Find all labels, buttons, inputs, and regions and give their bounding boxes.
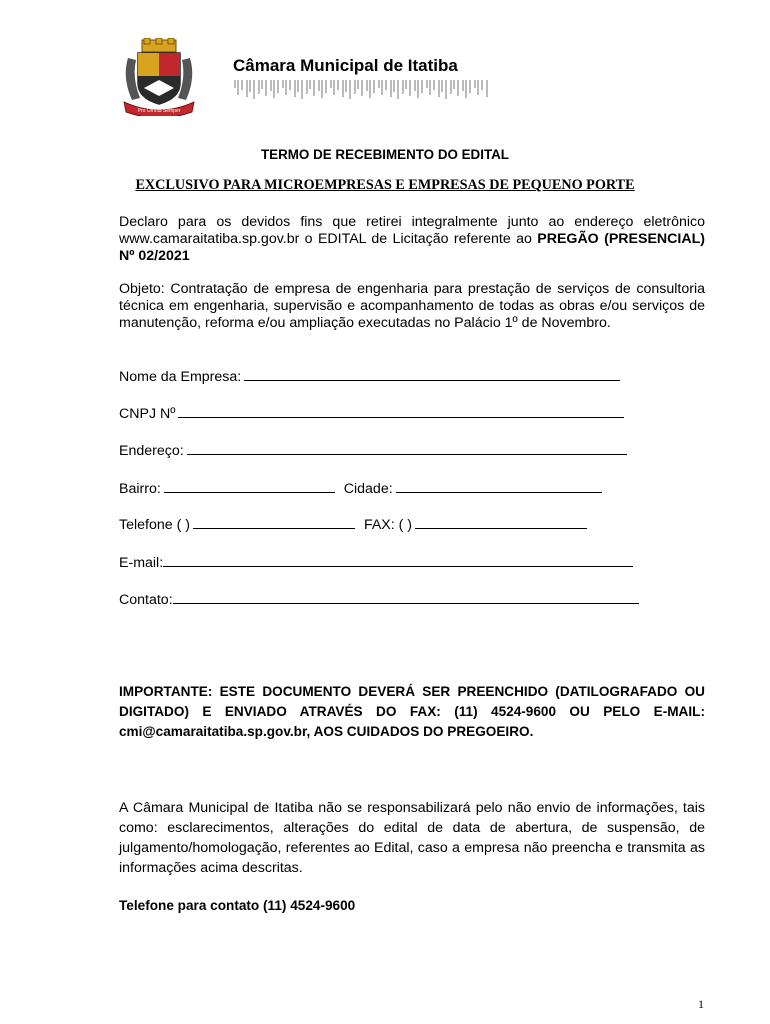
field-nome-empresa: [119, 366, 620, 384]
bairro-input-line[interactable]: [164, 478, 335, 493]
field-cnpj: [119, 403, 624, 421]
field-endereco: [119, 440, 627, 458]
field-label: Cidade:: [343, 481, 393, 497]
declaration-text: Declaro para os devidos fins que retirei integralmente junto ao endereço eletrônico www.camaraitatiba.sp.gov.br o EDITAL de Licitação referente ao: [119, 214, 705, 247]
field-label: Telefone ( ): [119, 517, 190, 533]
telefone-input-line[interactable]: [193, 514, 355, 529]
objeto-paragraph: Objeto: Contratação de empresa de engenharia para prestação de serviços de consultoria técnica em engenharia, supervisão e acompanhamento de todas as obras e/ou serviços de manutenção, reforma e/ou ampliação executadas no Palácio 1º de Novembro.: [119, 281, 705, 331]
field-telefone-fax: [119, 514, 587, 532]
crest-banner-text: Pro Omnia Semper: [137, 108, 181, 114]
endereco-input-line[interactable]: [187, 440, 627, 455]
cnpj-input-line[interactable]: [178, 403, 624, 418]
field-label: Contato:: [119, 592, 173, 608]
field-label: E-mail:: [119, 555, 164, 571]
important-notice: IMPORTANTE: ESTE DOCUMENTO DEVERÁ SER PREENCHIDO (DATILOGRAFADO OU DIGITADO) E ENVIADO ATRAVÉS DO FAX: (11) 4524-9600 OU PELO E-MAIL: cmi@camaraitatiba.sp.gov.br, AOS CUIDADOS DO PREGOEIRO.: [119, 684, 705, 739]
field-contato: [119, 589, 639, 607]
field-label: FAX: ( ): [363, 517, 413, 533]
declaration-bold: PREGÃO (PRESENCIAL) Nº 02/2021: [119, 231, 705, 264]
field-label: Bairro:: [119, 481, 161, 497]
field-bairro-cidade: [119, 478, 602, 496]
institution-title: Câmara Municipal de Itatiba: [233, 56, 458, 75]
field-label: Endereço:: [119, 443, 184, 459]
disclaimer-paragraph: A Câmara Municipal de Itatiba não se responsabilizará pelo não envio de informações, tais como: esclarecimentos, alterações do edital de data de abertura, de suspensão, de julgamento/homologação, referentes ao Edital, caso a empresa não preencha e transmita as informações acima descritas.: [119, 800, 705, 876]
document-title: TERMO DE RECEBIMENTO DO EDITAL: [261, 147, 509, 162]
email-input-line[interactable]: [163, 552, 633, 567]
page-number: 1: [698, 997, 704, 1011]
contact-phone: Telefone para contato (11) 4524-9600: [119, 898, 356, 913]
contato-input-line[interactable]: [173, 589, 639, 604]
cidade-input-line[interactable]: [396, 478, 602, 493]
fax-input-line[interactable]: [415, 514, 587, 529]
document-subtitle: EXCLUSIVO PARA MICROEMPRESAS E EMPRESAS DE PEQUENO PORTE: [135, 177, 635, 193]
municipal-crest-logo: [120, 38, 198, 116]
header-decorative-lines: [233, 78, 493, 100]
field-email: [119, 552, 633, 570]
field-label: Nome da Empresa:: [119, 369, 242, 385]
nome-empresa-input-line[interactable]: [244, 366, 620, 381]
declaration-paragraph: [119, 214, 705, 265]
field-label: CNPJ Nº: [119, 406, 176, 422]
